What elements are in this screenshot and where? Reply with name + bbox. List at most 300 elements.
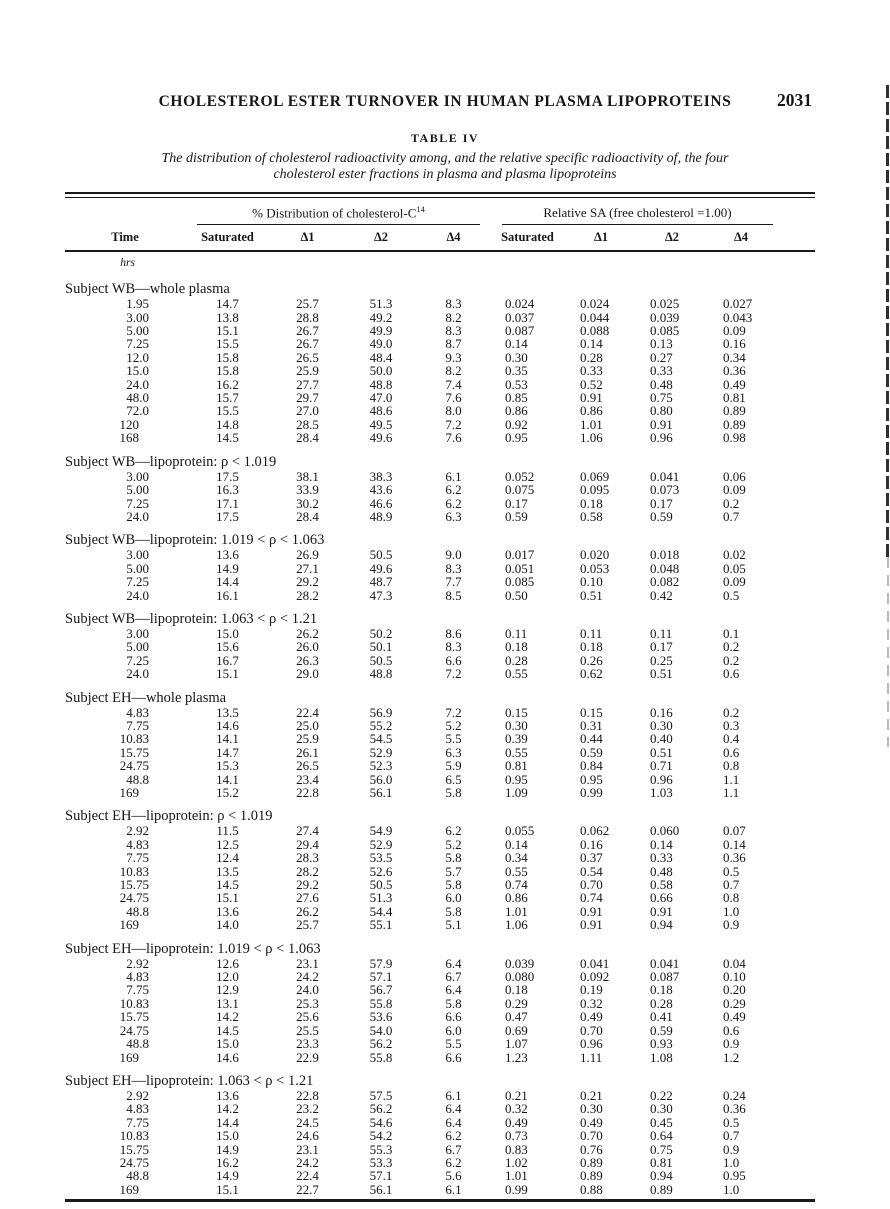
- value-cell: 48.6: [369, 403, 393, 419]
- value-cell: 26.5: [296, 349, 319, 365]
- data-table: [65, 192, 815, 1203]
- value-cell: 6.4: [445, 982, 462, 998]
- value-cell: 0.18: [650, 982, 673, 998]
- value-cell: 0.2: [723, 652, 740, 668]
- value-cell: 7.2: [445, 416, 462, 432]
- value-cell: 15.7: [216, 390, 239, 406]
- value-cell: 0.84: [580, 758, 603, 774]
- section-row: [65, 445, 815, 470]
- value-cell: 0.18: [505, 982, 528, 998]
- value-cell: 0.59: [580, 744, 603, 760]
- value-cell: 0.81: [723, 390, 746, 406]
- value-cell: 6.0: [445, 890, 462, 906]
- value-cell: 14.6: [216, 717, 239, 733]
- value-cell: 0.039: [650, 309, 680, 325]
- value-cell: 55.8: [369, 995, 393, 1011]
- value-cell: 0.7: [723, 877, 740, 893]
- value-cell: 24.2: [296, 969, 319, 985]
- value-cell: 14.4: [216, 1114, 239, 1130]
- value-cell: 52.9: [369, 744, 393, 760]
- value-cell: 13.5: [216, 863, 239, 879]
- value-cell: 6.7: [445, 969, 462, 985]
- value-cell: 13.6: [216, 547, 239, 563]
- value-cell: 0.087: [505, 323, 535, 339]
- value-cell: 27.4: [296, 823, 319, 839]
- col-header-delta1-sa: Δ1: [593, 229, 609, 244]
- value-cell: 0.74: [580, 890, 603, 906]
- col-header-delta4-dist: Δ4: [446, 229, 461, 244]
- value-cell: 0.14: [505, 836, 528, 852]
- value-cell: 0.051: [505, 560, 535, 576]
- table-row: [65, 838, 815, 851]
- value-cell: 0.07: [723, 823, 746, 839]
- value-cell: 0.71: [650, 758, 673, 774]
- value-cell: 0.052: [505, 468, 535, 484]
- value-cell: 0.91: [650, 416, 673, 432]
- table-row: [65, 470, 815, 483]
- table-row: [65, 1102, 815, 1115]
- value-cell: 6.2: [445, 823, 462, 839]
- col-header-saturated-dist: Saturated: [201, 229, 254, 244]
- value-cell: 13.6: [216, 903, 239, 919]
- value-cell: 49.9: [369, 323, 393, 339]
- value-cell: 0.7: [723, 508, 740, 524]
- value-cell: 6.5: [445, 771, 462, 787]
- table-row: [65, 918, 815, 931]
- value-cell: 0.28: [505, 652, 528, 668]
- value-cell: 0.05: [723, 560, 746, 576]
- value-cell: 25.7: [296, 917, 319, 933]
- value-cell: 0.95: [505, 771, 528, 787]
- value-cell: 0.55: [505, 863, 528, 879]
- value-cell: 0.31: [580, 717, 603, 733]
- value-cell: 0.85: [505, 390, 528, 406]
- value-cell: 27.0: [296, 403, 319, 419]
- value-cell: 22.7: [296, 1181, 319, 1197]
- value-cell: 56.2: [369, 1036, 393, 1052]
- table-row: [65, 297, 815, 310]
- table-row: [65, 667, 815, 680]
- value-cell: 0.58: [650, 877, 673, 893]
- value-cell: 8.2: [445, 363, 462, 379]
- value-cell: 1.23: [505, 1049, 528, 1065]
- value-cell: 52.3: [369, 758, 393, 774]
- time-cell: 7.75: [126, 1114, 149, 1130]
- table-row: [65, 773, 815, 786]
- value-cell: 23.2: [296, 1101, 319, 1117]
- value-cell: 22.4: [296, 704, 319, 720]
- value-cell: 8.3: [445, 323, 462, 339]
- time-cell: 15.75: [119, 744, 149, 760]
- value-cell: 6.2: [445, 482, 462, 498]
- time-cell: 169: [119, 1181, 139, 1197]
- value-cell: 56.0: [369, 771, 393, 787]
- section-row: [65, 1064, 815, 1089]
- time-cell: 7.25: [126, 495, 149, 511]
- group-header-spacer: [65, 197, 185, 225]
- table-row: [65, 732, 815, 745]
- value-cell: 0.048: [650, 560, 680, 576]
- value-cell: 0.95: [505, 430, 528, 446]
- time-cell: 7.25: [126, 574, 149, 590]
- table-row: [65, 497, 815, 510]
- value-cell: 0.91: [580, 917, 603, 933]
- value-cell: 0.42: [650, 587, 673, 603]
- time-cell: 5.00: [126, 482, 149, 498]
- value-cell: 0.069: [580, 468, 610, 484]
- value-cell: 0.06: [723, 468, 746, 484]
- value-cell: 6.6: [445, 1049, 462, 1065]
- value-cell: 0.91: [650, 903, 673, 919]
- section-title: Subject EH—lipoprotein: ρ < 1.019: [65, 808, 273, 825]
- value-cell: 1.1: [723, 771, 740, 787]
- value-cell: 0.45: [650, 1114, 673, 1130]
- value-cell: 43.6: [369, 482, 393, 498]
- value-cell: 54.2: [369, 1128, 393, 1144]
- value-cell: 7.6: [445, 390, 462, 406]
- value-cell: 0.69: [505, 1022, 528, 1038]
- value-cell: 14.1: [216, 731, 239, 747]
- section-row: [65, 932, 815, 957]
- time-cell: 3.00: [126, 625, 149, 641]
- value-cell: 0.36: [723, 1101, 746, 1117]
- value-cell: 14.1: [216, 771, 239, 787]
- value-cell: 0.22: [650, 1087, 673, 1103]
- value-cell: 15.8: [216, 363, 239, 379]
- value-cell: 0.041: [650, 955, 680, 971]
- value-cell: 0.74: [505, 877, 528, 893]
- value-cell: 14.5: [216, 1022, 239, 1038]
- value-cell: 33.9: [296, 482, 319, 498]
- value-cell: 0.041: [580, 955, 610, 971]
- value-cell: 50.0: [369, 363, 393, 379]
- col-header-delta2-sa: Δ2: [664, 229, 680, 244]
- value-cell: 0.11: [650, 625, 673, 641]
- value-cell: 8.6: [445, 625, 462, 641]
- section-title: Subject EH—whole plasma: [65, 689, 227, 706]
- value-cell: 56.1: [369, 785, 393, 801]
- table-row: [65, 351, 815, 364]
- value-cell: 0.29: [505, 995, 528, 1011]
- value-cell: 0.98: [723, 430, 746, 446]
- value-cell: 25.7: [296, 296, 319, 312]
- time-cell: 24.0: [126, 666, 149, 682]
- value-cell: 0.09: [723, 574, 746, 590]
- value-cell: 14.9: [216, 1141, 239, 1157]
- value-cell: 38.3: [369, 468, 393, 484]
- value-cell: 22.8: [296, 1087, 319, 1103]
- value-cell: 0.11: [505, 625, 528, 641]
- value-cell: 0.47: [505, 1009, 528, 1025]
- value-cell: 0.027: [723, 296, 753, 312]
- value-cell: 1.1: [723, 785, 740, 801]
- table-row: [65, 746, 815, 759]
- value-cell: 26.2: [296, 903, 319, 919]
- value-cell: 0.17: [650, 639, 673, 655]
- value-cell: 27.6: [296, 890, 319, 906]
- value-cell: 0.99: [505, 1181, 528, 1197]
- time-cell: 169: [119, 917, 139, 933]
- value-cell: 55.1: [369, 917, 393, 933]
- value-cell: 0.64: [650, 1128, 673, 1144]
- value-cell: 0.09: [723, 323, 746, 339]
- value-cell: 0.28: [650, 995, 673, 1011]
- value-cell: 12.9: [216, 982, 239, 998]
- value-cell: 0.080: [505, 969, 535, 985]
- value-cell: 9.3: [445, 349, 462, 365]
- time-cell: 4.83: [126, 836, 149, 852]
- value-cell: 0.2: [723, 495, 740, 511]
- table-row: [65, 719, 815, 732]
- value-cell: 0.89: [580, 1168, 603, 1184]
- table-caption-line1: The distribution of cholesterol radioactivity among, and the relative specific radioactivity of, the four: [161, 151, 729, 166]
- value-cell: 6.4: [445, 1114, 462, 1130]
- value-cell: 0.13: [650, 336, 673, 352]
- value-cell: 1.0: [723, 1181, 740, 1197]
- value-cell: 0.10: [580, 574, 603, 590]
- value-cell: 0.28: [580, 349, 603, 365]
- value-cell: 13.1: [216, 995, 239, 1011]
- value-cell: 54.6: [369, 1114, 393, 1130]
- value-cell: 0.49: [505, 1114, 528, 1130]
- value-cell: 0.89: [723, 403, 746, 419]
- value-cell: 5.6: [445, 1168, 462, 1184]
- value-cell: 5.2: [445, 717, 462, 733]
- value-cell: 0.16: [580, 836, 603, 852]
- value-cell: 5.8: [445, 850, 462, 866]
- time-cell: 15.75: [119, 1009, 149, 1025]
- value-cell: 13.8: [216, 309, 239, 325]
- value-cell: 16.3: [216, 482, 239, 498]
- value-cell: 0.020: [580, 547, 610, 563]
- time-unit-spacer: [185, 253, 815, 272]
- value-cell: 14.5: [216, 877, 239, 893]
- value-cell: 16.7: [216, 652, 239, 668]
- value-cell: 0.35: [505, 363, 528, 379]
- value-cell: 17.1: [216, 495, 239, 511]
- value-cell: 0.54: [580, 863, 603, 879]
- value-cell: 8.5: [445, 587, 462, 603]
- value-cell: 14.4: [216, 574, 239, 590]
- table-row: [65, 627, 815, 640]
- value-cell: 0.26: [580, 652, 603, 668]
- value-cell: 0.36: [723, 363, 746, 379]
- value-cell: 8.7: [445, 336, 462, 352]
- value-cell: 5.8: [445, 995, 462, 1011]
- value-cell: 0.025: [650, 296, 680, 312]
- table-row: [65, 865, 815, 878]
- section-row: [65, 681, 815, 706]
- value-cell: 15.5: [216, 403, 239, 419]
- value-cell: 0.53: [505, 376, 528, 392]
- value-cell: 15.1: [216, 666, 239, 682]
- value-cell: 0.2: [723, 639, 740, 655]
- value-cell: 26.5: [296, 758, 319, 774]
- value-cell: 0.18: [580, 495, 603, 511]
- value-cell: 15.6: [216, 639, 239, 655]
- value-cell: 25.0: [296, 717, 319, 733]
- value-cell: 0.96: [650, 430, 673, 446]
- value-cell: 38.1: [296, 468, 319, 484]
- value-cell: 0.19: [580, 982, 603, 998]
- value-cell: 26.1: [296, 744, 319, 760]
- value-cell: 28.2: [296, 587, 319, 603]
- value-cell: 54.0: [369, 1022, 393, 1038]
- section-row: [65, 272, 815, 297]
- table-row: [65, 997, 815, 1010]
- value-cell: 0.14: [650, 836, 673, 852]
- value-cell: 6.0: [445, 1022, 462, 1038]
- value-cell: 47.3: [369, 587, 393, 603]
- value-cell: 0.33: [580, 363, 603, 379]
- value-cell: 0.58: [580, 508, 603, 524]
- section-title: Subject WB—lipoprotein: 1.063 < ρ < 1.21: [65, 610, 318, 627]
- time-cell: 48.8: [126, 1168, 149, 1184]
- value-cell: 1.07: [505, 1036, 528, 1052]
- value-cell: 0.92: [505, 416, 528, 432]
- value-cell: 15.0: [216, 1128, 239, 1144]
- value-cell: 0.95: [580, 771, 603, 787]
- value-cell: 26.0: [296, 639, 319, 655]
- value-cell: 56.7: [369, 982, 393, 998]
- value-cell: 50.2: [369, 625, 393, 641]
- time-cell: 12.0: [126, 349, 149, 365]
- value-cell: 0.33: [650, 850, 673, 866]
- value-cell: 14.2: [216, 1101, 239, 1117]
- value-cell: 48.9: [369, 508, 393, 524]
- value-cell: 25.6: [296, 1009, 319, 1025]
- group-relative-sa-label: Relative SA (free cholesterol =1.00): [502, 205, 773, 225]
- value-cell: 0.6: [723, 666, 740, 682]
- time-cell: 2.92: [126, 1087, 149, 1103]
- value-cell: 28.3: [296, 850, 319, 866]
- value-cell: 0.082: [650, 574, 680, 590]
- time-unit-row: [65, 253, 815, 272]
- time-cell: 3.00: [126, 468, 149, 484]
- value-cell: 50.5: [369, 877, 393, 893]
- time-cell: 4.83: [126, 704, 149, 720]
- value-cell: 22.9: [296, 1049, 319, 1065]
- value-cell: 0.060: [650, 823, 680, 839]
- value-cell: 0.94: [650, 1168, 673, 1184]
- value-cell: 0.62: [580, 666, 603, 682]
- value-cell: 15.0: [216, 625, 239, 641]
- value-cell: 12.6: [216, 955, 239, 971]
- value-cell: 56.2: [369, 1101, 393, 1117]
- section-title: Subject EH—lipoprotein: 1.063 < ρ < 1.21: [65, 1072, 314, 1089]
- value-cell: 0.93: [650, 1036, 673, 1052]
- value-cell: 0.39: [505, 731, 528, 747]
- value-cell: 28.2: [296, 863, 319, 879]
- time-cell: 4.83: [126, 969, 149, 985]
- value-cell: 1.09: [505, 785, 528, 801]
- value-cell: 0.49: [580, 1114, 603, 1130]
- value-cell: 25.9: [296, 363, 319, 379]
- value-cell: 8.3: [445, 296, 462, 312]
- value-cell: 0.24: [723, 1087, 746, 1103]
- table-caption: [0, 151, 890, 183]
- value-cell: 1.06: [505, 917, 528, 933]
- value-cell: 49.0: [369, 336, 393, 352]
- value-cell: 1.06: [580, 430, 603, 446]
- value-cell: 6.6: [445, 1009, 462, 1025]
- section-title: Subject WB—whole plasma: [65, 281, 230, 298]
- time-cell: 169: [119, 785, 139, 801]
- time-cell: 24.75: [119, 1154, 149, 1170]
- value-cell: 51.3: [369, 890, 393, 906]
- value-cell: 14.8: [216, 416, 239, 432]
- bottom-rule: [65, 1200, 815, 1203]
- value-cell: 1.02: [505, 1154, 528, 1170]
- table-row: [65, 905, 815, 918]
- time-unit-label: hrs: [120, 256, 135, 269]
- table-row: [65, 483, 815, 496]
- value-cell: 55.3: [369, 1141, 393, 1157]
- value-cell: 22.4: [296, 1168, 319, 1184]
- value-cell: 0.9: [723, 917, 740, 933]
- value-cell: 14.7: [216, 744, 239, 760]
- value-cell: 23.3: [296, 1036, 319, 1052]
- value-cell: 13.5: [216, 704, 239, 720]
- value-cell: 53.5: [369, 850, 393, 866]
- section-row: [65, 523, 815, 548]
- value-cell: 0.4: [723, 731, 740, 747]
- value-cell: 0.89: [650, 1181, 673, 1197]
- value-cell: 5.5: [445, 731, 462, 747]
- value-cell: 0.075: [505, 482, 535, 498]
- value-cell: 0.49: [723, 376, 746, 392]
- value-cell: 0.044: [580, 309, 610, 325]
- value-cell: 11.5: [216, 823, 239, 839]
- table-row: [65, 418, 815, 431]
- table-row: [65, 1129, 815, 1142]
- value-cell: 48.7: [369, 574, 393, 590]
- value-cell: 12.4: [216, 850, 239, 866]
- value-cell: 7.6: [445, 430, 462, 446]
- value-cell: 0.018: [650, 547, 680, 563]
- value-cell: 0.15: [505, 704, 528, 720]
- table-row: [65, 589, 815, 602]
- value-cell: 0.16: [650, 704, 673, 720]
- page-number: 2031: [777, 90, 812, 110]
- value-cell: 5.8: [445, 903, 462, 919]
- time-cell: 5.00: [126, 639, 149, 655]
- value-cell: 0.51: [580, 587, 603, 603]
- value-cell: 0.16: [723, 336, 746, 352]
- value-cell: 1.01: [580, 416, 603, 432]
- value-cell: 46.6: [369, 495, 393, 511]
- value-cell: 0.037: [505, 309, 535, 325]
- value-cell: 23.4: [296, 771, 319, 787]
- value-cell: 26.7: [296, 323, 319, 339]
- value-cell: 50.5: [369, 652, 393, 668]
- time-cell: 15.75: [119, 877, 149, 893]
- time-cell: 48.8: [126, 903, 149, 919]
- value-cell: 6.4: [445, 955, 462, 971]
- time-cell: 3.00: [126, 309, 149, 325]
- section-row: [65, 799, 815, 824]
- table-row: [65, 654, 815, 667]
- value-cell: 0.30: [505, 717, 528, 733]
- value-cell: 53.3: [369, 1154, 393, 1170]
- value-cell: 16.2: [216, 1154, 239, 1170]
- value-cell: 0.29: [723, 995, 746, 1011]
- value-cell: 0.70: [580, 1022, 603, 1038]
- table-row: [65, 404, 815, 417]
- table-row: [65, 431, 815, 444]
- value-cell: 55.8: [369, 1049, 393, 1065]
- value-cell: 0.48: [650, 376, 673, 392]
